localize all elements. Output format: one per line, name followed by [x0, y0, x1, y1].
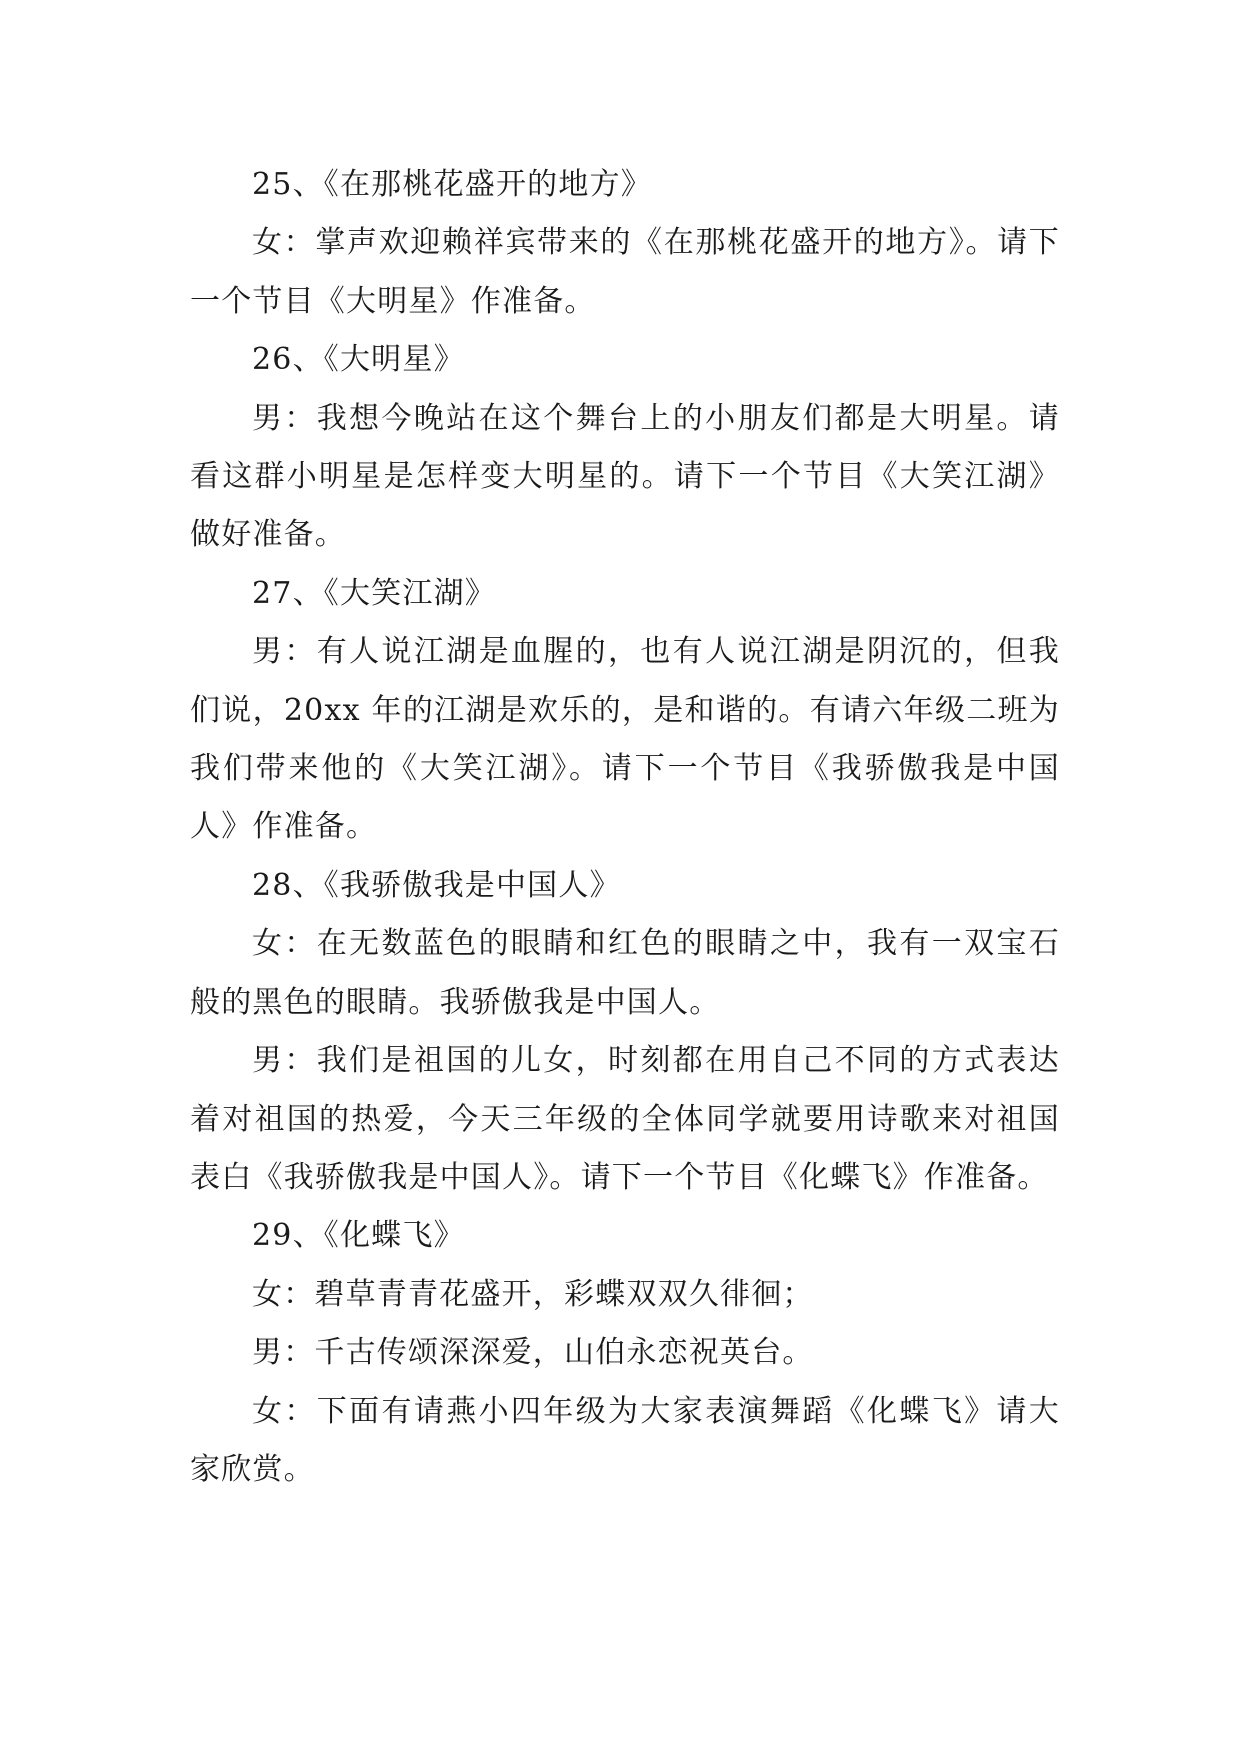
- host-line: 男：有人说江湖是血腥的，也有人说江湖是阴沉的，但我们说，20xx 年的江湖是欢乐的，是和谐的。有请六年级二班为我们带来他的《大笑江湖》。请下一个节目《我骄傲我是中国人》作准备。: [190, 634, 1060, 845]
- program-heading-27: 27、《大笑江湖》: [252, 575, 496, 611]
- program-heading-28: 28、《我骄傲我是中国人》: [252, 867, 621, 903]
- program-heading-29: 29、《化蝶飞》: [252, 1218, 465, 1254]
- host-line: 女：掌声欢迎赖祥宾带来的《在那桃花盛开的地方》。请下一个节目《大明星》作准备。: [190, 225, 1060, 319]
- document-body: [190, 156, 1060, 1499]
- host-line: 女：下面有请燕小四年级为大家表演舞蹈《化蝶飞》请大家欣赏。: [190, 1393, 1060, 1487]
- host-line: 女：碧草青青花盛开，彩蝶双双久徘徊；: [252, 1276, 814, 1312]
- host-line: 男：我们是祖国的儿女，时刻都在用自己不同的方式表达着对祖国的热爱，今天三年级的全体同学就要用诗歌来对祖国表白《我骄傲我是中国人》。请下一个节目《化蝶飞》作准备。: [190, 1043, 1060, 1195]
- program-heading-26: 26、《大明星》: [252, 342, 465, 378]
- host-line: 男：我想今晚站在这个舞台上的小朋友们都是大明星。请看这群小明星是怎样变大明星的。请下一个节目《大笑江湖》做好准备。: [190, 400, 1060, 553]
- host-line: 女：在无数蓝色的眼睛和红色的眼睛之中，我有一双宝石般的黑色的眼睛。我骄傲我是中国人。: [190, 926, 1060, 1020]
- host-line: 男：千古传颂深深爱，山伯永恋祝英台。: [252, 1335, 814, 1371]
- program-heading-25: 25、《在那桃花盛开的地方》: [252, 167, 652, 202]
